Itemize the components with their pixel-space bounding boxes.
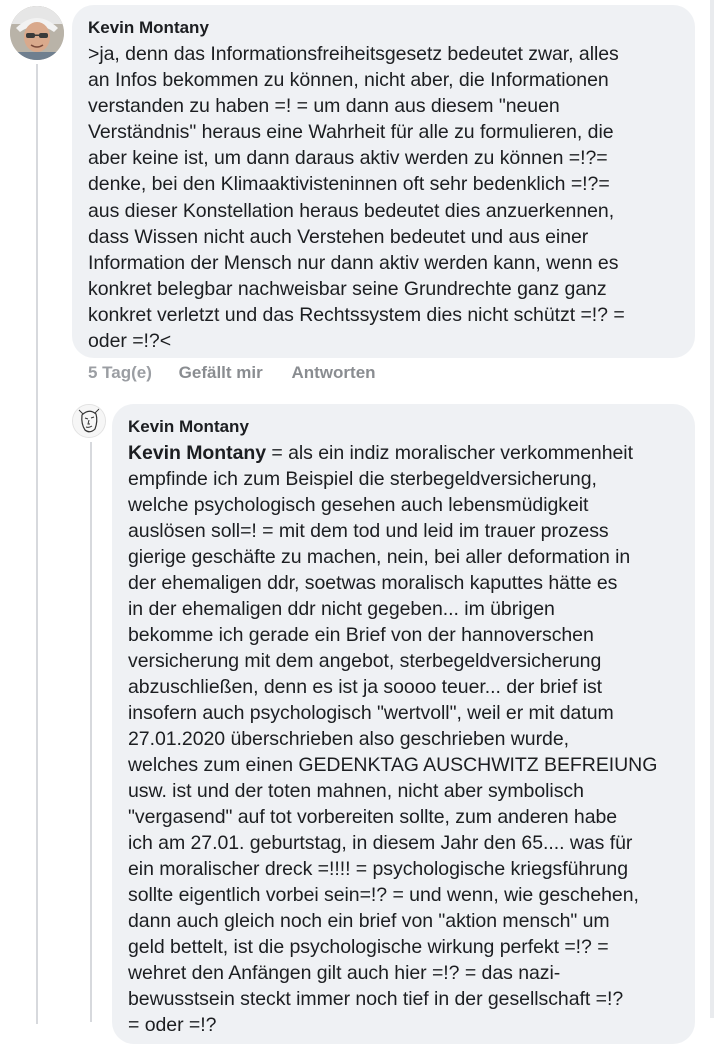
like-button[interactable]: Gefällt mir [178, 363, 263, 382]
reply-avatar[interactable] [72, 404, 106, 438]
comment-timestamp[interactable]: 5 Tag(e) [88, 363, 152, 382]
mention-link[interactable]: Kevin Montany [128, 442, 267, 464]
reply-button[interactable]: Antworten [291, 363, 376, 382]
comment-text: >ja, denn das Informationsfreiheitsgesetz bedeutet zwar, alles an Infos bekommen zu können, nicht aber, die Informationen verstanden zu haben =! = um dann aus diesem "neuen Verständnis" heraus eine Wahrheit für alle zu formulieren, die aber keine ist, um dann daraus aktiv werden zu können =!?= denke, bei den Klimaaktivisteninnen oft sehr bedenklich =!?= aus dieser Konstellation heraus bedeutet dies anzuerkennen, dass Wissen nicht auch Verstehen bedeutet und aus einer Information der Mensch nur dann aktiv werden kann, wenn es konkret belegbar nachweisbar seine Grundrechte ganz ganz konkret verletzt und das Rechtssystem dies nicht schützt =!? = oder =!?< [88, 43, 625, 353]
comment-actions [88, 362, 376, 384]
scrollbar-track[interactable] [710, 0, 714, 1018]
comment-author[interactable]: Kevin Montany [88, 18, 209, 37]
reply-bubble [112, 404, 695, 1044]
comment-bubble [72, 5, 695, 358]
reply-text [128, 440, 679, 1038]
thread-line [36, 64, 38, 1024]
sketch-face-icon [73, 405, 105, 437]
reply-body: = als ein indiz moralischer verkommenheit empfinde ich zum Beispiel die sterbegeldversicherung, welche psychologisch gesehen auch lebensmüdigkeit auslösen soll=! = mit dem tod und leid im trauer prozess gierige geschäfte zu machen, nein, bei aller deformation in der ehemaligen ddr, soetwas moralisch kaputtes hätte es in der ehemaligen ddr nicht gegeben... im übrigen bekomme ich gerade ein Brief von der hannoverschen versicherung mit dem angebot, sterbegeldversicherung abzuschließen, denn es ist ja soooo teuer... der brief ist insofern auch psychologisch "wertvoll", weil er mit datum 27.01.2020 überschrieben also geschrieben wurde, welches zum einen GEDENKTAG AUSCHWITZ BEFREIUNG usw. ist und der toten mahnen, nicht aber symbolisch "vergasend" auf tot vorbereiten sollte, zum anderen habe ich am 27.01. geburtstag, in diesem Jahr den 65.... was für ein moralischer dreck =!!!! = psychologische kriegsführung sollte eigentlich vorbei sein=!? = und wenn, wie geschehen, dann auch gleich noch ein brief von "aktion mensch" um geld bettelt, ist die psychologische wirkung perfekt =!? = wehret den Anfängen gilt auch hier =!? = das nazi- bewusstsein steckt immer noch tief in der gesellschaft =!? = oder =!? [128, 442, 658, 1036]
reply-thread-line [90, 442, 92, 1022]
avatar[interactable] [10, 6, 64, 60]
profile-photo-icon [10, 6, 64, 60]
reply-author[interactable]: Kevin Montany [128, 417, 249, 436]
